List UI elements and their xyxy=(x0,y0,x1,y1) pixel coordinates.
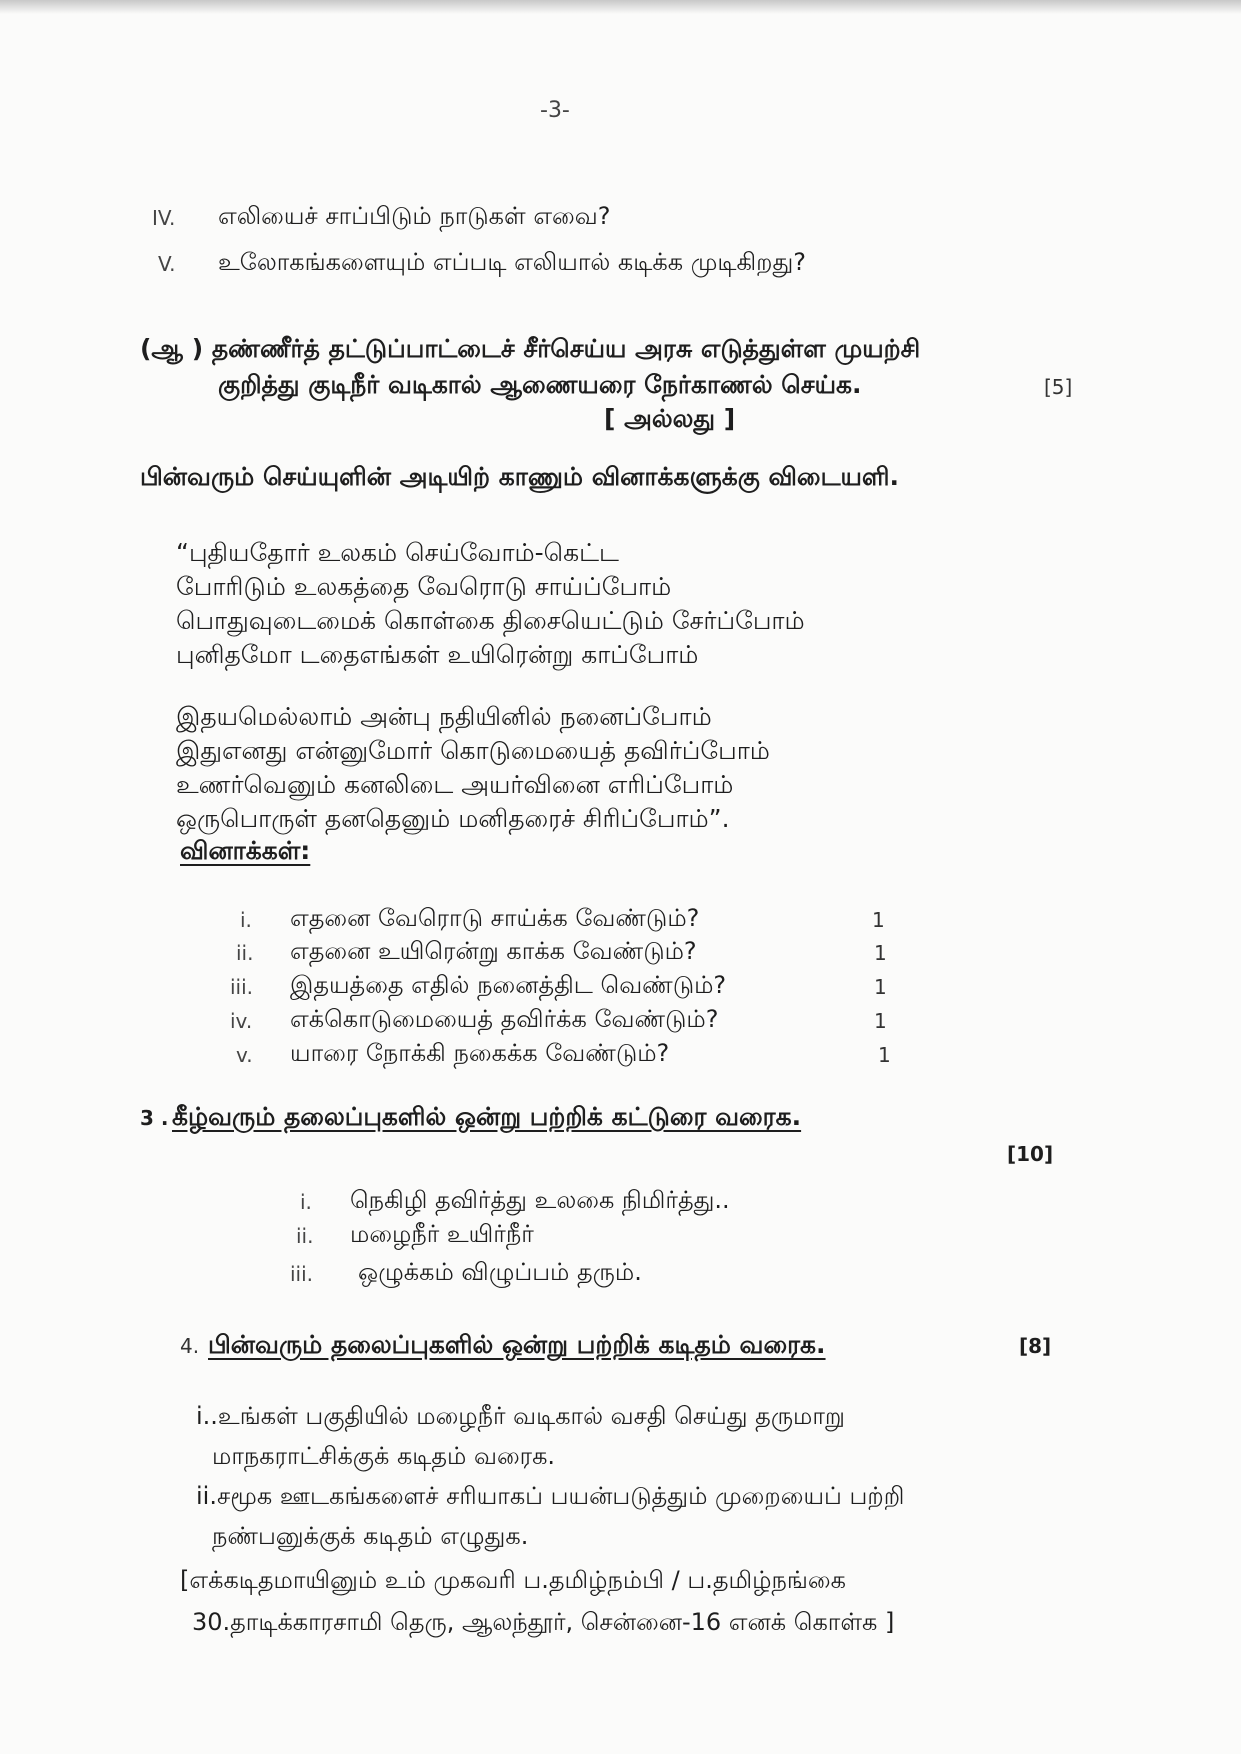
question-number: ii. xyxy=(296,1224,314,1248)
question-text: எதனை வேரொடு சாய்க்க வேண்டும்? xyxy=(290,904,700,932)
poem-line: பொதுவுடைமைக் கொள்கை திசையெட்டும் சேர்ப்போம் xyxy=(176,606,805,635)
question-text: உலோகங்களையும் எப்படி எலியால் கடிக்க முடிகிறது? xyxy=(218,248,806,276)
essay-topic: நெகிழி தவிர்த்து உலகை நிமிர்த்து.. xyxy=(350,1186,730,1214)
question-text: எலியைச் சாப்பிடும் நாடுகள் எவை? xyxy=(218,202,611,230)
question-mark: 1 xyxy=(878,1043,891,1067)
section-aa-line1: (ஆ ) தண்ணீர்த் தட்டுப்பாட்டைச் சீர்செய்ய அரசு எடுத்துள்ள முயற்சி xyxy=(140,334,921,363)
poem-line: ஒருபொருள் தனதெனும் மனிதரைச் சிரிப்போம்”. xyxy=(176,804,730,833)
essay-topic: மழைநீர் உயிர்நீர் xyxy=(350,1220,534,1248)
question-text: எக்கொடுமையைத் தவிர்க்க வேண்டும்? xyxy=(290,1005,719,1033)
question-number: iii. xyxy=(290,1262,314,1286)
letter-topic: நண்பனுக்குக் கடிதம் எழுதுக. xyxy=(212,1522,529,1550)
poem-line: இதுஎனது என்னுமோர் கொடுமையைத் தவிர்ப்போம் xyxy=(176,736,770,765)
page-number: -3- xyxy=(540,98,570,123)
q3-heading: கீழ்வரும் தலைப்புகளில் ஒன்று பற்றிக் கட்டுரை வரைக. xyxy=(172,1102,802,1131)
question-mark: 1 xyxy=(874,941,887,965)
poem-line: இதயமெல்லாம் அன்பு நதியினில் நனைப்போம் xyxy=(176,702,712,731)
question-number: iv. xyxy=(230,1009,253,1033)
question-number: V. xyxy=(158,252,176,276)
question-number: iii. xyxy=(230,975,254,999)
section-aa-line2: குறித்து குடிநீர் வடிகால் ஆணையரை நேர்காணல் செய்க. xyxy=(218,370,862,399)
question-number: i. xyxy=(300,1190,312,1214)
q3-number: 3 . xyxy=(140,1106,169,1130)
q4-number: 4. xyxy=(180,1334,200,1358)
poem-line: போரிடும் உலகத்தை வேரொடு சாய்ப்போம் xyxy=(176,572,672,601)
essay-topic: ஒழுக்கம் விழுப்பம் தரும். xyxy=(358,1258,642,1286)
poem-line: புனிதமோ டதைஎங்கள் உயிரென்று காப்போம் xyxy=(176,640,699,669)
letter-topic: மாநகராட்சிக்குக் கடிதம் வரைக. xyxy=(212,1442,556,1470)
questions-label: வினாக்கள்: xyxy=(180,836,311,865)
section-aa-marks: [5] xyxy=(1044,375,1073,399)
address-note: [எக்கடிதமாயினும் உம் முகவரி ப.தமிழ்நம்பி / ப.தமிழ்நங்கை xyxy=(180,1566,846,1594)
question-number: ii. xyxy=(236,941,254,965)
or-label: [ அல்லது ] xyxy=(604,404,736,433)
question-mark: 1 xyxy=(872,908,885,932)
poem-line: “புதியதோர் உலகம் செய்வோம்-கெட்ட xyxy=(176,538,619,567)
address-note: 30.தாடிக்காரசாமி தெரு, ஆலந்தூர், சென்னை-16 எனக் கொள்க ] xyxy=(192,1608,895,1636)
poem-line: உணர்வெனும் கனலிடை அயர்வினை எரிப்போம் xyxy=(176,770,734,799)
q4-marks: [8] xyxy=(1019,1334,1052,1358)
question-mark: 1 xyxy=(874,975,887,999)
q4-heading: பின்வரும் தலைப்புகளில் ஒன்று பற்றிக் கடிதம் வரைக. xyxy=(208,1330,826,1359)
question-number: IV. xyxy=(152,206,176,230)
poem-heading: பின்வரும் செய்யுளின் அடியிற் காணும் வினாக்களுக்கு விடையளி. xyxy=(140,462,900,491)
question-mark: 1 xyxy=(874,1009,887,1033)
question-number: i. xyxy=(240,908,252,932)
question-text: எதனை உயிரென்று காக்க வேண்டும்? xyxy=(290,937,697,965)
scan-shadow xyxy=(0,0,1241,14)
question-number: v. xyxy=(236,1043,253,1067)
q3-marks: [10] xyxy=(1007,1142,1054,1166)
letter-topic: ii.சமூக ஊடகங்களைச் சரியாகப் பயன்படுத்தும் முறையைப் பற்றி xyxy=(196,1482,905,1510)
letter-topic: i..உங்கள் பகுதியில் மழைநீர் வடிகால் வசதி செய்து தருமாறு xyxy=(196,1402,845,1430)
question-text: இதயத்தை எதில் நனைத்திட வெண்டும்? xyxy=(290,971,727,999)
question-text: யாரை நோக்கி நகைக்க வேண்டும்? xyxy=(290,1039,670,1067)
